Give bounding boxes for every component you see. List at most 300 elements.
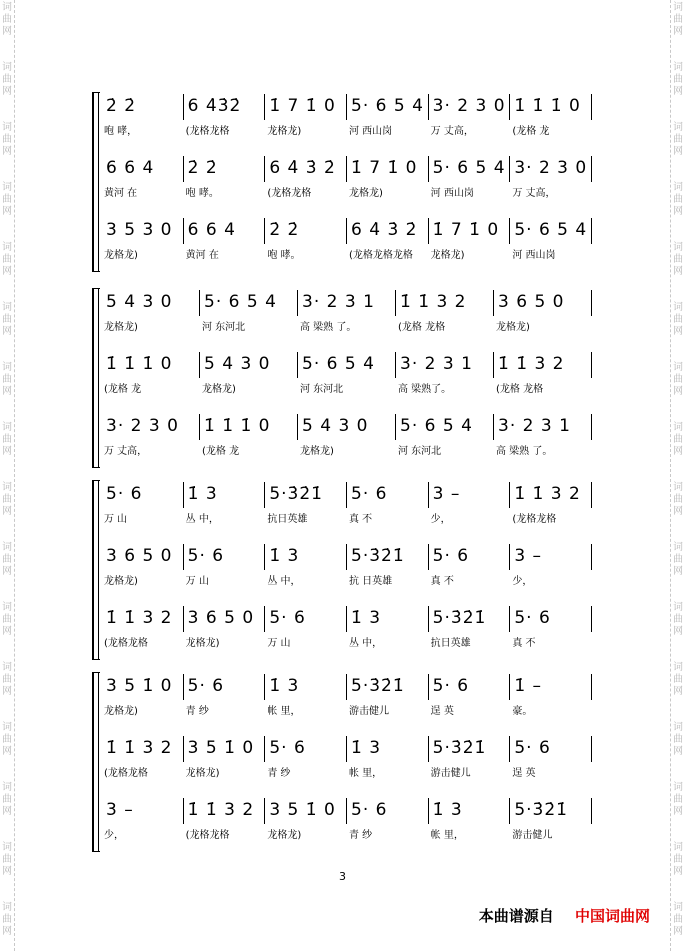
measure: [429, 216, 511, 268]
measure-lyrics: (龙格 龙: [512, 126, 550, 137]
watermark-glyph: 词: [673, 842, 683, 853]
measure-lyrics: 真 不: [349, 514, 373, 525]
watermark-glyph: 网: [2, 446, 12, 457]
measure-lyrics: 游击健儿: [430, 768, 471, 779]
watermark-glyph: 词: [2, 542, 12, 553]
measure-lyrics: (龙格龙格: [185, 126, 230, 137]
measure-lyrics: 丛 中，: [349, 638, 383, 649]
watermark-glyph: 网: [2, 266, 12, 277]
watermark-glyph: 曲: [2, 614, 12, 625]
measure: [510, 92, 592, 144]
measure: [298, 412, 396, 464]
watermark-glyph: 网: [673, 746, 683, 757]
watermark-glyph: 曲: [673, 854, 683, 865]
watermark-glyph: 网: [673, 806, 683, 817]
left-watermark-strip: [0, 0, 15, 951]
measure-notes: 6 4̇ 3̇ 2̇: [269, 158, 336, 178]
watermark-glyph: 网: [673, 566, 683, 577]
measure-notes: 3 6 5 0: [187, 608, 255, 628]
measure-notes: 1̇ 1̇ 3 2: [106, 608, 173, 628]
measure-notes: 5·3̇2̇1̇: [269, 484, 323, 504]
watermark-glyph: 词: [2, 182, 12, 193]
watermark-glyph: 网: [2, 26, 12, 37]
measure-notes: 3 –: [106, 800, 134, 820]
measure: [298, 288, 396, 340]
watermark-glyph: 词: [2, 602, 12, 613]
watermark-glyph: 词: [2, 782, 12, 793]
measure-lyrics: 万 山: [267, 638, 291, 649]
measure: [347, 92, 429, 144]
measure-lyrics: 逞 英: [430, 706, 454, 717]
watermark-glyph: 词: [673, 602, 683, 613]
measure: [184, 796, 266, 848]
watermark-glyph: 词: [673, 782, 683, 793]
measure-notes: 1̇ 1̇ 3 2: [187, 800, 255, 820]
measure-lyrics: 咆 哮。: [185, 188, 219, 199]
watermark-glyph: 网: [2, 86, 12, 97]
watermark-glyph: 词: [2, 362, 12, 373]
measure: [494, 288, 592, 340]
source-site-link[interactable]: 中国词曲网: [574, 907, 650, 925]
source-label: 本曲谱源自: [478, 907, 554, 925]
measure: [102, 288, 200, 340]
watermark-glyph: 词: [2, 842, 12, 853]
measure-lyrics: 游击健儿: [349, 706, 389, 717]
measure: [265, 92, 347, 144]
watermark-glyph: 曲: [673, 614, 683, 625]
measure-notes: 3· 2 3 1: [400, 354, 473, 374]
measure: [510, 480, 592, 532]
measure-notes: 2̇ 2̇: [269, 220, 300, 240]
measure: [184, 672, 266, 724]
measure-lyrics: 咆 哮。: [267, 250, 301, 261]
measure-lyrics: (龙格龙格: [104, 768, 148, 779]
measure-notes: 5·3̇2̇1̇: [351, 546, 405, 566]
measure: [347, 154, 429, 206]
measure-notes: 3 5 1̇ 0: [106, 676, 173, 696]
measure: [200, 412, 298, 464]
measure: [184, 734, 266, 786]
measure-lyrics: 龙格龙): [267, 830, 302, 841]
measure-lyrics: (龙格龙格: [104, 638, 148, 649]
watermark-glyph: 词: [2, 122, 12, 133]
measure-lyrics: 抗日英雄: [267, 514, 308, 525]
measure-notes: 6 4̇ 3̇ 2̇: [351, 220, 418, 240]
bar-line: [591, 798, 592, 824]
measure-notes: 5·3̇2̇1̇: [432, 738, 487, 758]
measure-notes: 1̇ 1̇ 3 2: [498, 354, 565, 374]
watermark-glyph: 曲: [2, 74, 12, 85]
measure: [510, 154, 592, 206]
score-system: [92, 92, 592, 272]
watermark-glyph: 网: [2, 926, 12, 937]
measure: [429, 480, 511, 532]
watermark-glyph: 曲: [2, 554, 12, 565]
measure-lyrics: 少，: [430, 514, 451, 525]
measure: [184, 154, 266, 206]
measure: [265, 154, 347, 206]
watermark-glyph: 词: [2, 302, 12, 313]
watermark-glyph: 词: [673, 2, 683, 13]
measure-lyrics: 少，: [512, 576, 533, 587]
staff-line: [102, 480, 592, 532]
bar-line: [591, 544, 592, 570]
measure-notes: 3 5 1̇ 0: [187, 738, 255, 758]
measure-notes: 3· 2 3 0: [514, 158, 588, 178]
score-system: [92, 480, 592, 660]
watermark-glyph: 曲: [2, 914, 12, 925]
system-bracket: [92, 672, 100, 852]
watermark-glyph: 网: [673, 686, 683, 697]
measure-lyrics: 青 纱: [267, 768, 291, 779]
watermark-glyph: 曲: [673, 74, 683, 85]
measure: [265, 734, 347, 786]
measure-lyrics: 龙格龙): [104, 706, 138, 717]
measure: [429, 796, 511, 848]
measure: [494, 350, 592, 402]
measure-notes: 3 6 5 0: [106, 546, 173, 566]
measure-lyrics: 河 东河北: [300, 384, 344, 395]
measure-lyrics: 逞 英: [512, 768, 536, 779]
measure-lyrics: 万 山: [185, 576, 209, 587]
measure: [510, 734, 592, 786]
bar-line: [591, 290, 592, 316]
measure-notes: 3 6 5 0: [498, 292, 565, 312]
measure-notes: 5· 6 5 4: [432, 158, 506, 178]
measure-lyrics: 丛 中，: [267, 576, 301, 587]
watermark-glyph: 网: [673, 266, 683, 277]
watermark-glyph: 网: [2, 866, 12, 877]
watermark-glyph: 曲: [673, 374, 683, 385]
bar-line: [591, 606, 592, 632]
measure-lyrics: 真 不: [430, 576, 454, 587]
watermark-glyph: 词: [673, 122, 683, 133]
watermark-glyph: 网: [673, 326, 683, 337]
measure: [102, 672, 184, 724]
measure: [429, 604, 511, 656]
measure-notes: 6 6 4: [106, 158, 155, 178]
measure: [102, 216, 184, 268]
staff-line: [102, 216, 592, 268]
measure: [396, 412, 494, 464]
watermark-glyph: 词: [2, 902, 12, 913]
measure-notes: 5· 6 5 4: [514, 220, 588, 240]
watermark-glyph: 词: [2, 2, 12, 13]
measure-notes: 3 –: [432, 484, 461, 504]
watermark-glyph: 网: [2, 386, 12, 397]
bar-line: [591, 674, 592, 700]
measure-notes: 3· 2 3 1: [302, 292, 375, 312]
measure: [347, 480, 429, 532]
measure-lyrics: 龙格龙): [185, 638, 220, 649]
measure: [429, 734, 511, 786]
measure: [265, 672, 347, 724]
measure-notes: 5 4 3 0: [204, 354, 271, 374]
watermark-glyph: 网: [673, 26, 683, 37]
measure: [265, 542, 347, 594]
measure-notes: 5· 6: [351, 800, 388, 820]
watermark-glyph: 词: [673, 542, 683, 553]
watermark-glyph: 词: [673, 302, 683, 313]
measure-notes: 5· 6 5 4: [204, 292, 277, 312]
watermark-glyph: 曲: [2, 794, 12, 805]
measure: [265, 604, 347, 656]
measure-lyrics: 黄河 在: [104, 188, 138, 199]
measure-lyrics: 青 纱: [349, 830, 373, 841]
measure-notes: 3 5 3 0: [106, 220, 173, 240]
staff-line: [102, 604, 592, 656]
measure-lyrics: 帐 里，: [430, 830, 464, 841]
measure-notes: 5· 6: [269, 738, 306, 758]
watermark-glyph: 词: [673, 242, 683, 253]
bar-line: [591, 736, 592, 762]
watermark-glyph: 曲: [2, 854, 12, 865]
measure: [184, 542, 266, 594]
watermark-glyph: 曲: [673, 14, 683, 25]
measure-lyrics: 龙格龙): [185, 768, 220, 779]
measure-notes: 5 4 3 0: [106, 292, 173, 312]
measure: [102, 604, 184, 656]
measure-notes: 1̇ 1̇ 3 2: [106, 738, 173, 758]
source-credit: [479, 905, 650, 926]
measure-notes: 5·3̇2̇1̇: [351, 676, 405, 696]
bar-line: [591, 94, 592, 120]
measure: [429, 92, 511, 144]
watermark-glyph: 网: [2, 806, 12, 817]
measure: [510, 542, 592, 594]
measure-lyrics: (龙格龙格: [185, 830, 230, 841]
measure-lyrics: 高 梁熟 了。: [300, 322, 357, 333]
measure: [200, 288, 298, 340]
watermark-glyph: 词: [673, 422, 683, 433]
watermark-glyph: 曲: [2, 134, 12, 145]
measure-lyrics: 龙格龙): [300, 446, 334, 457]
measure: [510, 216, 592, 268]
score-system: [92, 672, 592, 852]
measure: [429, 154, 511, 206]
measure-notes: 5· 6 5 4: [302, 354, 375, 374]
measure: [510, 672, 592, 724]
measure-notes: 5· 6: [432, 546, 470, 566]
measure-notes: 5· 6: [187, 546, 225, 566]
staff-line: [102, 542, 592, 594]
staff-line: [102, 350, 592, 402]
measure-lyrics: 龙格龙): [202, 384, 236, 395]
measure-lyrics: 抗 日英雄: [349, 576, 393, 587]
measure: [429, 542, 511, 594]
watermark-glyph: 网: [673, 146, 683, 157]
measure-lyrics: 万 丈高，: [104, 446, 148, 457]
watermark-glyph: 词: [2, 422, 12, 433]
watermark-glyph: 曲: [2, 194, 12, 205]
bar-line: [591, 482, 592, 508]
measure-notes: 1̇ 3: [351, 738, 382, 758]
watermark-glyph: 网: [2, 566, 12, 577]
measure: [494, 412, 592, 464]
measure: [347, 542, 429, 594]
measure: [102, 480, 184, 532]
watermark-glyph: 网: [673, 386, 683, 397]
watermark-glyph: 曲: [2, 434, 12, 445]
measure: [347, 796, 429, 848]
measure-notes: 5· 6 5 4: [400, 416, 473, 436]
measure-notes: 1̇ 3: [269, 676, 300, 696]
score-system: [92, 288, 592, 468]
watermark-glyph: 曲: [2, 314, 12, 325]
measure-lyrics: 抗日英雄: [430, 638, 471, 649]
staff-line: [102, 796, 592, 848]
measure-lyrics: (龙格 龙格: [496, 384, 544, 395]
watermark-glyph: 网: [673, 86, 683, 97]
measure-notes: 6 6 4: [187, 220, 236, 240]
measure: [347, 672, 429, 724]
bar-line: [591, 218, 592, 244]
bar-line: [591, 352, 592, 378]
watermark-glyph: 词: [2, 722, 12, 733]
watermark-glyph: 网: [2, 326, 12, 337]
measure-lyrics: 万 丈高，: [430, 126, 474, 137]
system-bracket: [92, 92, 100, 272]
measure-lyrics: 龙格龙): [267, 126, 302, 137]
watermark-glyph: 词: [673, 182, 683, 193]
measure: [396, 288, 494, 340]
measure-notes: 3· 2 3 0: [432, 96, 506, 116]
measure-lyrics: 豪。: [512, 706, 533, 717]
watermark-glyph: 曲: [673, 554, 683, 565]
measure-notes: 5· 6: [269, 608, 306, 628]
measure-lyrics: (龙格 龙格: [398, 322, 446, 333]
measure-notes: 5 4 3 0: [302, 416, 369, 436]
watermark-glyph: 网: [2, 146, 12, 157]
measure: [102, 412, 200, 464]
measure-notes: 1̇ 1̇ 1̇ 0: [514, 96, 581, 116]
watermark-glyph: 词: [673, 662, 683, 673]
staff-line: [102, 672, 592, 724]
measure: [184, 480, 266, 532]
measure: [184, 216, 266, 268]
measure-lyrics: 帐 里，: [349, 768, 383, 779]
watermark-glyph: 网: [2, 746, 12, 757]
measure: [265, 796, 347, 848]
watermark-glyph: 曲: [2, 374, 12, 385]
measure-notes: 1̇ –: [514, 676, 543, 696]
measure-notes: 5· 6: [514, 738, 551, 758]
watermark-glyph: 曲: [673, 434, 683, 445]
measure: [102, 796, 184, 848]
measure: [184, 92, 266, 144]
page-number: 3: [339, 870, 346, 883]
measure: [200, 350, 298, 402]
measure: [102, 350, 200, 402]
measure: [298, 350, 396, 402]
measure-notes: 1̇ 3: [432, 800, 463, 820]
measure: [102, 154, 184, 206]
measure-notes: 3· 2 3 1: [498, 416, 571, 436]
measure: [265, 480, 347, 532]
measure-lyrics: (龙格龙格: [267, 188, 312, 199]
measure-lyrics: 青 纱: [185, 706, 209, 717]
measure: [510, 604, 592, 656]
watermark-glyph: 网: [673, 446, 683, 457]
measure-lyrics: 龙格龙): [496, 322, 530, 333]
measure-notes: 6 4̇3̇2̇: [187, 96, 242, 116]
bar-line: [591, 414, 592, 440]
measure: [429, 672, 511, 724]
measure-lyrics: 龙格龙): [430, 250, 465, 261]
watermark-glyph: 词: [673, 482, 683, 493]
measure-notes: 1̇ 1̇ 1̇ 0: [106, 354, 173, 374]
watermark-glyph: 曲: [673, 254, 683, 265]
system-bracket: [92, 480, 100, 660]
measure: [102, 92, 184, 144]
measure-notes: 5· 6: [432, 676, 470, 696]
watermark-glyph: 网: [673, 866, 683, 877]
measure-lyrics: 万 山: [104, 514, 128, 525]
staff-line: [102, 92, 592, 144]
measure-notes: 5· 6: [187, 676, 225, 696]
measure-notes: 5· 6: [351, 484, 388, 504]
measure-notes: 5· 6: [514, 608, 551, 628]
measure: [347, 734, 429, 786]
watermark-glyph: 网: [673, 206, 683, 217]
watermark-glyph: 网: [2, 506, 12, 517]
staff-line: [102, 734, 592, 786]
watermark-glyph: 网: [2, 206, 12, 217]
measure-lyrics: 河 东河北: [202, 322, 246, 333]
measure-lyrics: 河 东河北: [398, 446, 442, 457]
right-watermark-strip: [670, 0, 685, 951]
measure-lyrics: 龙格龙): [104, 250, 138, 261]
measure-notes: 5· 6 5 4: [351, 96, 424, 116]
watermark-glyph: 曲: [673, 314, 683, 325]
measure-lyrics: 河 西山岗: [349, 126, 393, 137]
measure-notes: 1̇ 3: [187, 484, 218, 504]
watermark-glyph: 网: [673, 926, 683, 937]
watermark-glyph: 词: [673, 722, 683, 733]
watermark-glyph: 词: [2, 662, 12, 673]
measure-lyrics: 龙格龙): [104, 322, 138, 333]
measure-lyrics: 河 西山岗: [430, 188, 474, 199]
measure-lyrics: 万 丈高，: [512, 188, 556, 199]
watermark-glyph: 词: [2, 242, 12, 253]
watermark-glyph: 词: [673, 902, 683, 913]
measure-notes: 1̇ 3: [269, 546, 300, 566]
watermark-glyph: 曲: [673, 734, 683, 745]
watermark-glyph: 词: [2, 482, 12, 493]
staff-line: [102, 154, 592, 206]
measure-notes: 1̇ 1̇ 3 2: [400, 292, 467, 312]
watermark-glyph: 曲: [673, 134, 683, 145]
measure-notes: 3 5 1̇ 0: [269, 800, 336, 820]
watermark-glyph: 曲: [2, 14, 12, 25]
watermark-glyph: 词: [673, 62, 683, 73]
watermark-glyph: 词: [673, 362, 683, 373]
system-bracket: [92, 288, 100, 468]
measure-lyrics: (龙格龙格: [512, 514, 557, 525]
measure-lyrics: (龙格龙格龙格: [349, 250, 413, 261]
watermark-glyph: 曲: [673, 674, 683, 685]
watermark-glyph: 词: [2, 62, 12, 73]
measure-notes: 2̇ 2̇: [106, 96, 137, 116]
measure-notes: 1̇ 1̇ 1̇ 0: [204, 416, 271, 436]
measure: [396, 350, 494, 402]
measure-notes: 1̇ 7 1̇ 0: [269, 96, 336, 116]
watermark-glyph: 网: [673, 626, 683, 637]
measure-lyrics: 少，: [104, 830, 124, 841]
measure-lyrics: 真 不: [512, 638, 536, 649]
measure-notes: 1̇ 7 1̇ 0: [351, 158, 418, 178]
measure-notes: 3 –: [514, 546, 543, 566]
